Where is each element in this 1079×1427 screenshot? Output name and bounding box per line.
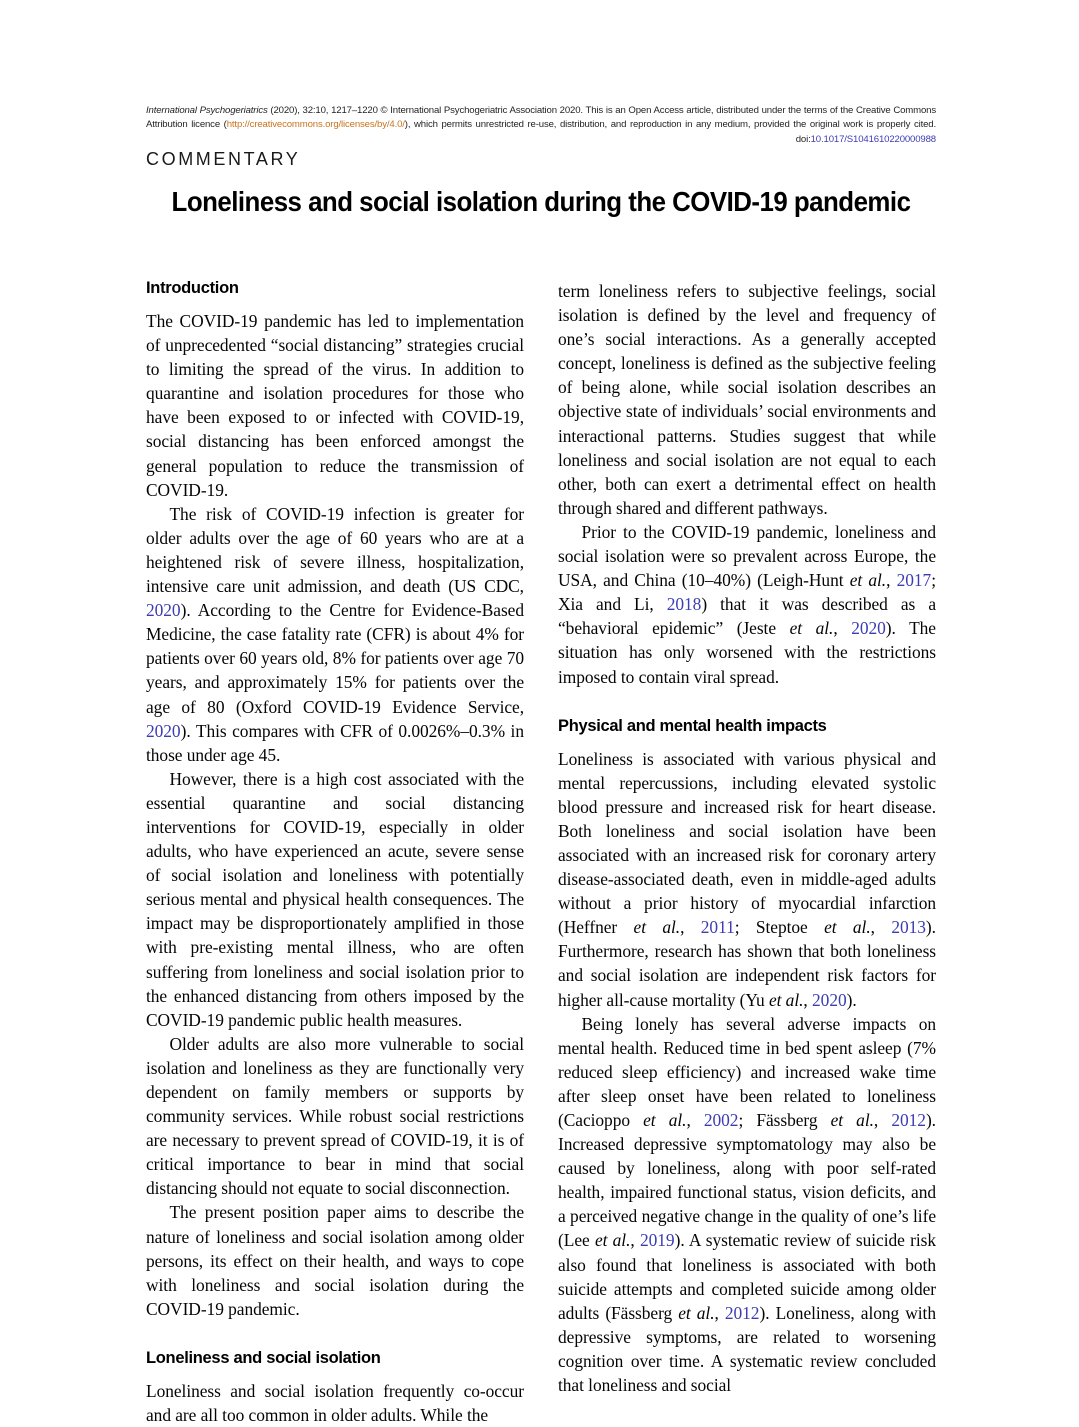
text-run: , xyxy=(686,1110,704,1130)
doi-prefix: doi: xyxy=(795,134,811,145)
citation-year[interactable]: 2012 xyxy=(724,1302,760,1323)
section-heading-loneliness-and-social-isolation: Loneliness and social isolation xyxy=(146,1348,381,1367)
journal-citation: (2020), 32:10, 1217–1220 © International Psychogeriatric Association 2020. This is an Open Access article, distributed under the terms of the Creative Commons xyxy=(267,105,936,116)
text-run: The risk of COVID-19 infection is greater for older adults over the age of 60 years who are at a heightened risk of severe illness, hospitalization, intensive care unit admission, and death (US CDC, xyxy=(146,503,524,597)
text-run: , xyxy=(803,989,813,1010)
paragraph: However, there is a high cost associated with the essential quarantine and social distancing interventions for COVID-19, especially in older adults, who have experienced an acute, severe sense of social isolation and loneliness with potentially serious mental and physical health consequences. The impact may be disproportionately amplified in those with pre-existing mental illness, who are often suffering from loneliness and social isolation prior to the enhanced distancing from others imposed by the COVID-19 pandemic public health measures. xyxy=(146,768,524,1030)
et-al: et al. xyxy=(768,989,804,1010)
paragraph xyxy=(558,520,936,689)
text-run: , xyxy=(833,618,852,639)
text-run: , xyxy=(873,1110,892,1130)
text-run: ). This compares with CFR of 0.0026%–0.3% in those under age 45. xyxy=(146,720,524,765)
paragraph: Older adults are also more vulnerable to social isolation and loneliness as they are functionally very dependent on family members or supports by community services. While robust social restrictions are necessary to prevent spread of COVID-19, it is of critical importance to bear in mind that social distancing should not equate to social disconnection. xyxy=(146,1033,524,1199)
doi-link[interactable]: 10.1017/S1041610220000988 xyxy=(810,134,936,145)
paragraph: The COVID-19 pandemic has led to implementation of unprecedented “social distancing” strategies crucial to limiting the spread of the virus. In addition to quarantine and isolation procedures for those who have been exposed to or infected with COVID-19, social distancing has been enforced amongst the general population to reduce the transmission of COVID-19. xyxy=(146,311,524,500)
section-heading-introduction: Introduction xyxy=(146,279,239,297)
article-type-label: COMMENTARY xyxy=(146,149,301,169)
text-run: ; Fässberg xyxy=(738,1110,831,1130)
column-right xyxy=(558,279,936,1396)
et-al: et al. xyxy=(643,1110,687,1130)
text-run: ). Increased depressive symptomatology may also be caused by loneliness, along with poor self-rated health, impaired functional status, vision deficits, and a perceived negative change in the quality of one’s life (Lee xyxy=(558,1110,936,1251)
et-al: et al. xyxy=(824,917,871,938)
citation-year[interactable]: 2018 xyxy=(666,594,702,615)
et-al: et al. xyxy=(849,570,887,591)
paragraph xyxy=(558,747,936,1012)
text-run: ). The situation has only worsened with the restrictions imposed to contain viral spread. xyxy=(558,618,936,687)
text-run: Loneliness is associated with various physical and mental repercussions, including elevated systolic blood pressure and increased risk for heart disease. Both loneliness and social isolation have been associated with an increased risk for coronary artery disease-associated death, even in middle-aged adults without a prior history of myocardial infarction (Heffner xyxy=(558,748,936,938)
citation-year[interactable]: 2020 xyxy=(146,720,181,741)
body-columns xyxy=(146,279,936,1426)
text-run: , xyxy=(714,1302,725,1323)
citation-year[interactable]: 2013 xyxy=(891,917,926,938)
licence-prefix: Attribution licence ( xyxy=(146,119,227,131)
licence-suffix: ), which permits unrestricted re-use, distribution, and reproduction in any medium, provided the original work is properly cited. xyxy=(404,119,936,131)
paragraph: The present position paper aims to describe the nature of loneliness and social isolation among older persons, its effect on their health, and ways to cope with loneliness and social isolation during the COVID-19 pandemic. xyxy=(146,1202,524,1319)
et-al: et al. xyxy=(830,1110,874,1130)
et-al: et al. xyxy=(633,917,681,938)
page-title: Loneliness and social isolation during the COVID-19 pandemic xyxy=(171,186,911,217)
citation-year[interactable]: 2017 xyxy=(896,570,932,591)
text-run: ). A systematic review of suicide risk also found that loneliness is associated with both suicide attempts and completed suicide among older adults (Fässberg xyxy=(558,1230,936,1323)
text-run: , xyxy=(630,1230,640,1251)
text-run: , xyxy=(886,570,897,591)
citation-year[interactable]: 2012 xyxy=(891,1110,926,1130)
text-run: ; Steptoe xyxy=(734,917,825,938)
text-run: ). Loneliness, along with depressive symptoms, are related to worsening cognition over time. A systematic review concluded that loneliness and social xyxy=(558,1302,936,1396)
citation-year[interactable]: 2019 xyxy=(639,1230,675,1251)
journal-masthead xyxy=(146,104,936,133)
text-run: , xyxy=(870,917,892,938)
journal-title: International Psychogeriatrics xyxy=(146,105,268,116)
citation-year[interactable]: 2020 xyxy=(851,618,886,639)
text-run: Being lonely has several adverse impacts on mental health. Reduced time in bed spent asleep (7% reduced sleep efficiency) and increased wake time after sleep onset have been related to loneliness (Cacioppo xyxy=(558,1013,936,1130)
citation-year[interactable]: 2020 xyxy=(812,989,847,1010)
text-run: ). Furthermore, research has shown that both loneliness and social isolation are independent risk factors for higher all-cause mortality (Yu xyxy=(558,917,936,1010)
text-run: Prior to the COVID-19 pandemic, loneliness and social isolation were so prevalent across Europe, the USA, and China (10–40%) (Leigh-Hunt xyxy=(558,521,936,591)
paragraph: Loneliness and social isolation frequently co-occur and are all too common in older adults. While the xyxy=(146,1380,524,1426)
citation-year[interactable]: 2002 xyxy=(703,1110,739,1130)
column-left xyxy=(146,279,524,1426)
et-al: et al. xyxy=(678,1302,715,1323)
creative-commons-link[interactable]: http://creativecommons.org/licenses/by/4.0/ xyxy=(226,119,405,131)
text-run: ). According to the Centre for Evidence-Based Medicine, the case fatality rate (CFR) is about 4% for patients over 60 years old, 8% for patients over age 70 years, and approximately 15% for patients over the age of 80 (Oxford COVID-19 Evidence Service, xyxy=(146,600,524,717)
text-run: ). xyxy=(846,989,857,1010)
citation-year[interactable]: 2020 xyxy=(146,600,181,621)
doi-line xyxy=(146,133,936,147)
et-al: et al. xyxy=(594,1230,631,1251)
citation-year[interactable]: 2011 xyxy=(700,917,735,938)
paragraph xyxy=(558,1012,936,1398)
text-run: ) that it was described as a “behavioral epidemic” (Jeste xyxy=(558,594,936,639)
paragraph xyxy=(146,502,524,767)
text-run: ; Xia and Li, xyxy=(558,570,936,615)
et-al: et al. xyxy=(789,618,834,639)
section-heading-physical-and-mental-health-impacts: Physical and mental health impacts xyxy=(558,716,827,735)
text-run: , xyxy=(680,917,701,938)
paragraph: term loneliness refers to subjective feelings, social isolation is defined by the level and frequency of one’s social interactions. As a generally accepted concept, loneliness is defined as the subjective feeling of being alone, while social isolation describes an objective state of individuals’ social environments and interactional patterns. Studies suggest that while loneliness and social isolation are not equal to each other, both can exert a detrimental effect on health through shared and different pathways. xyxy=(558,281,936,518)
